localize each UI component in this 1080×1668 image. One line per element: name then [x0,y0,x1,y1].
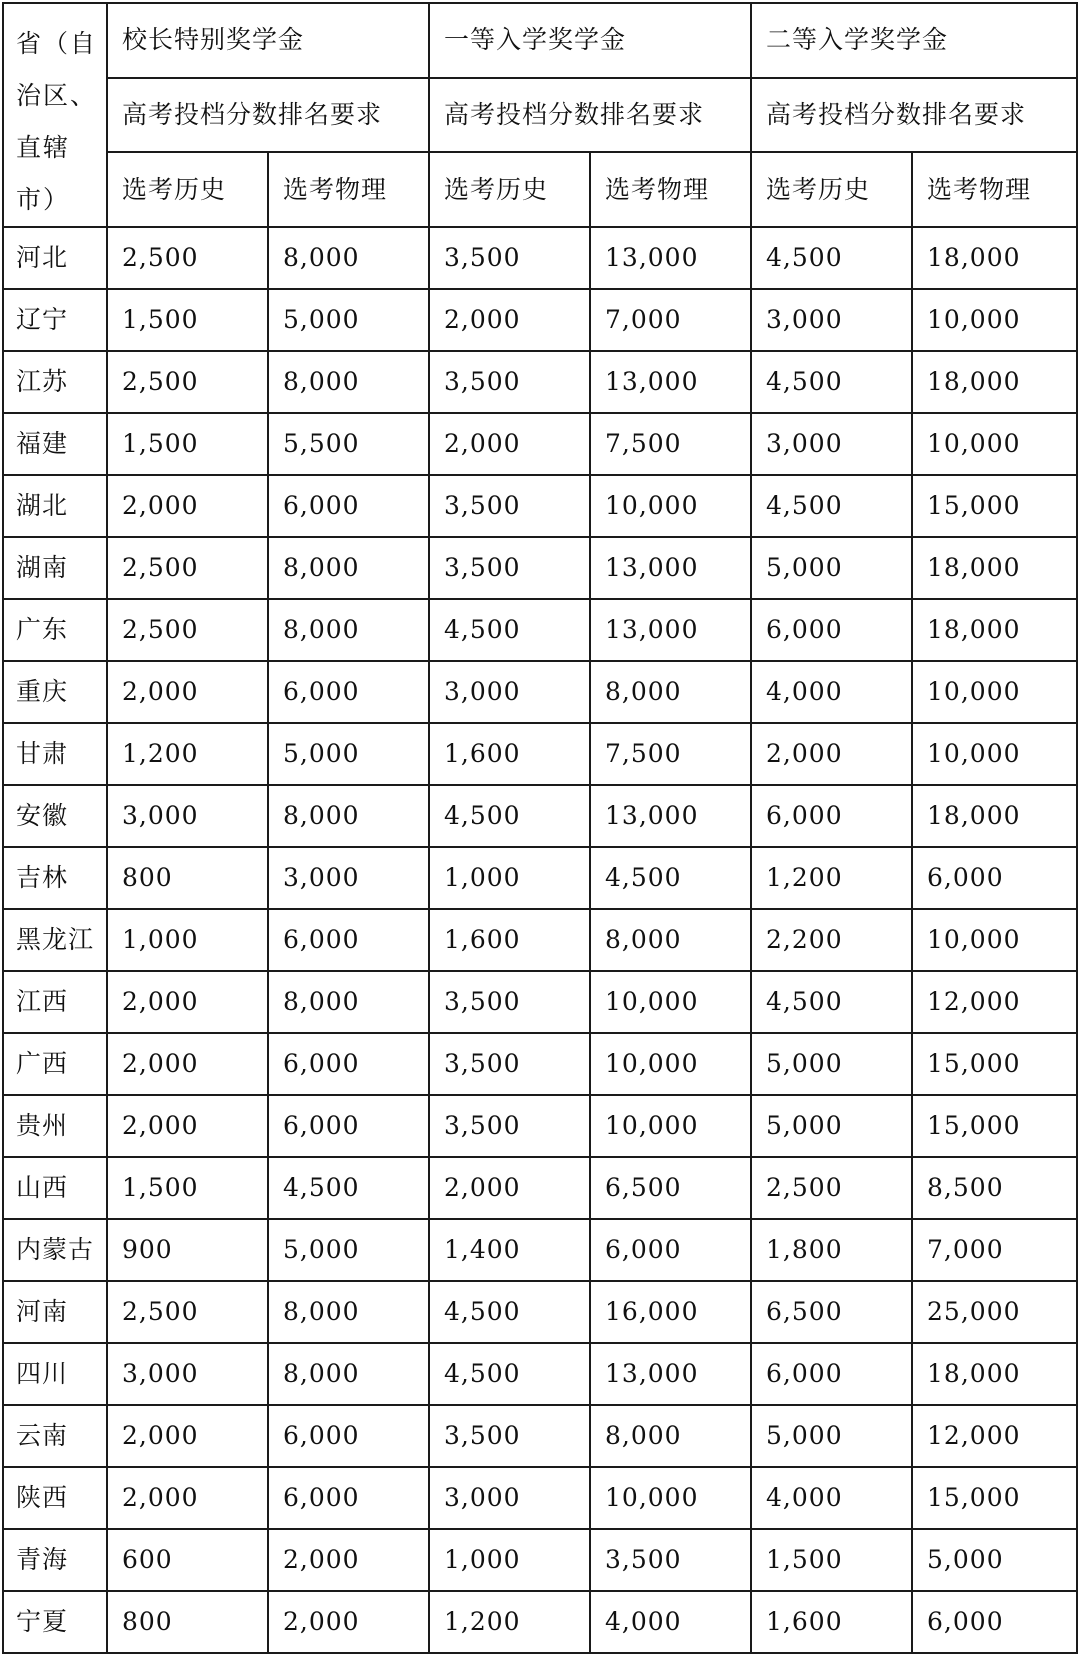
rank-value-cell: 3,500 [429,475,590,537]
rank-value-cell: 1,500 [107,1157,268,1219]
rank-value-cell: 4,500 [429,1343,590,1405]
rank-value-cell: 2,000 [107,661,268,723]
award-header-president: 校长特别奖学金 [107,3,429,78]
rank-value-cell: 7,000 [912,1219,1077,1281]
rank-value-cell: 2,000 [107,1033,268,1095]
province-cell: 甘肃 [3,723,107,785]
subject-header-history: 选考历史 [751,152,912,227]
rank-value-cell: 3,000 [429,1467,590,1529]
table-row [3,227,1077,289]
rank-value-cell: 12,000 [912,971,1077,1033]
rank-value-cell: 10,000 [590,1033,751,1095]
rank-value-cell: 2,000 [429,413,590,475]
rank-value-cell: 15,000 [912,1095,1077,1157]
rank-value-cell: 18,000 [912,537,1077,599]
rank-value-cell: 10,000 [590,1467,751,1529]
rank-value-cell: 4,500 [429,785,590,847]
rank-value-cell: 13,000 [590,1343,751,1405]
rank-value-cell: 4,500 [751,351,912,413]
rank-value-cell: 15,000 [912,475,1077,537]
rank-value-cell: 6,000 [268,1095,429,1157]
rank-value-cell: 6,000 [268,661,429,723]
rank-value-cell: 8,000 [590,1405,751,1467]
rank-value-cell: 10,000 [912,289,1077,351]
rank-value-cell: 7,000 [590,289,751,351]
rank-value-cell: 3,500 [429,971,590,1033]
rank-requirement-header: 高考投档分数排名要求 [429,78,751,153]
rank-value-cell: 4,500 [751,227,912,289]
province-cell: 湖南 [3,537,107,599]
rank-value-cell: 5,500 [268,413,429,475]
rank-value-cell: 4,500 [590,847,751,909]
award-header-first-class: 一等入学奖学金 [429,3,751,78]
subject-header-history: 选考历史 [107,152,268,227]
rank-value-cell: 8,000 [268,599,429,661]
rank-value-cell: 1,500 [107,289,268,351]
rank-value-cell: 3,000 [429,661,590,723]
table-row [3,537,1077,599]
rank-value-cell: 2,500 [107,537,268,599]
table-row [3,909,1077,971]
rank-value-cell: 2,200 [751,909,912,971]
rank-value-cell: 2,000 [107,1467,268,1529]
rank-value-cell: 1,200 [107,723,268,785]
rank-value-cell: 18,000 [912,1343,1077,1405]
rank-value-cell: 18,000 [912,785,1077,847]
rank-value-cell: 800 [107,1591,268,1653]
rank-value-cell: 4,000 [590,1591,751,1653]
rank-value-cell: 2,000 [107,1405,268,1467]
province-cell: 福建 [3,413,107,475]
rank-value-cell: 3,000 [751,289,912,351]
rank-value-cell: 800 [107,847,268,909]
table-row [3,661,1077,723]
rank-value-cell: 18,000 [912,227,1077,289]
rank-value-cell: 600 [107,1529,268,1591]
rank-value-cell: 2,500 [107,227,268,289]
table-row [3,723,1077,785]
rank-value-cell: 1,500 [751,1529,912,1591]
rank-value-cell: 3,000 [107,785,268,847]
rank-value-cell: 2,000 [429,1157,590,1219]
province-cell: 辽宁 [3,289,107,351]
rank-value-cell: 8,000 [590,909,751,971]
rank-value-cell: 4,500 [751,971,912,1033]
province-column-header: 省（自治区、直辖市） [3,3,107,227]
rank-value-cell: 10,000 [590,1095,751,1157]
rank-value-cell: 3,500 [429,351,590,413]
header-row-requirement [3,78,1077,153]
rank-value-cell: 13,000 [590,537,751,599]
rank-value-cell: 1,000 [429,1529,590,1591]
rank-value-cell: 8,000 [268,1343,429,1405]
rank-value-cell: 2,500 [107,599,268,661]
table-row [3,413,1077,475]
rank-value-cell: 1,500 [107,413,268,475]
rank-value-cell: 5,000 [268,289,429,351]
rank-value-cell: 2,000 [107,971,268,1033]
province-cell: 青海 [3,1529,107,1591]
subject-header-physics: 选考物理 [268,152,429,227]
rank-value-cell: 1,800 [751,1219,912,1281]
header-row-awards [3,3,1077,78]
province-cell: 内蒙古 [3,1219,107,1281]
table-row [3,1095,1077,1157]
rank-value-cell: 4,500 [429,599,590,661]
subject-header-physics: 选考物理 [912,152,1077,227]
province-cell: 吉林 [3,847,107,909]
rank-value-cell: 7,500 [590,723,751,785]
rank-value-cell: 8,500 [912,1157,1077,1219]
rank-value-cell: 6,000 [751,599,912,661]
rank-value-cell: 3,000 [268,847,429,909]
table-row [3,1343,1077,1405]
rank-value-cell: 4,500 [268,1157,429,1219]
rank-value-cell: 1,200 [429,1591,590,1653]
rank-value-cell: 18,000 [912,351,1077,413]
rank-value-cell: 1,000 [429,847,590,909]
rank-value-cell: 15,000 [912,1467,1077,1529]
rank-value-cell: 5,000 [912,1529,1077,1591]
rank-value-cell: 25,000 [912,1281,1077,1343]
rank-value-cell: 6,000 [268,1033,429,1095]
rank-value-cell: 1,400 [429,1219,590,1281]
rank-value-cell: 10,000 [912,909,1077,971]
rank-value-cell: 6,000 [268,475,429,537]
rank-value-cell: 2,500 [751,1157,912,1219]
rank-value-cell: 3,000 [107,1343,268,1405]
province-cell: 宁夏 [3,1591,107,1653]
table-row [3,1219,1077,1281]
table-row [3,1529,1077,1591]
rank-value-cell: 2,500 [107,351,268,413]
rank-value-cell: 6,000 [751,1343,912,1405]
award-header-second-class: 二等入学奖学金 [751,3,1077,78]
rank-value-cell: 5,000 [268,723,429,785]
rank-value-cell: 900 [107,1219,268,1281]
rank-value-cell: 8,000 [268,1281,429,1343]
subject-header-physics: 选考物理 [590,152,751,227]
rank-value-cell: 5,000 [268,1219,429,1281]
rank-value-cell: 4,500 [429,1281,590,1343]
table-row [3,1033,1077,1095]
rank-value-cell: 16,000 [590,1281,751,1343]
table-row [3,785,1077,847]
province-cell: 广西 [3,1033,107,1095]
rank-value-cell: 5,000 [751,537,912,599]
rank-value-cell: 6,500 [751,1281,912,1343]
rank-value-cell: 8,000 [268,537,429,599]
rank-requirement-header: 高考投档分数排名要求 [751,78,1077,153]
rank-value-cell: 2,000 [268,1529,429,1591]
rank-value-cell: 13,000 [590,785,751,847]
subject-header-history: 选考历史 [429,152,590,227]
province-cell: 重庆 [3,661,107,723]
rank-value-cell: 15,000 [912,1033,1077,1095]
table-row [3,847,1077,909]
rank-value-cell: 6,000 [590,1219,751,1281]
rank-value-cell: 13,000 [590,227,751,289]
rank-value-cell: 2,000 [751,723,912,785]
rank-value-cell: 2,000 [429,289,590,351]
rank-value-cell: 8,000 [268,785,429,847]
province-cell: 贵州 [3,1095,107,1157]
rank-value-cell: 6,000 [268,1467,429,1529]
table-row [3,1405,1077,1467]
rank-value-cell: 7,500 [590,413,751,475]
rank-value-cell: 10,000 [912,413,1077,475]
rank-value-cell: 12,000 [912,1405,1077,1467]
rank-requirement-header: 高考投档分数排名要求 [107,78,429,153]
rank-value-cell: 6,000 [268,1405,429,1467]
province-cell: 江苏 [3,351,107,413]
rank-value-cell: 8,000 [268,227,429,289]
rank-value-cell: 6,000 [912,847,1077,909]
rank-value-cell: 4,500 [751,475,912,537]
table-row [3,1157,1077,1219]
table-row [3,351,1077,413]
province-cell: 河北 [3,227,107,289]
rank-value-cell: 2,000 [107,1095,268,1157]
rank-value-cell: 2,000 [107,475,268,537]
rank-value-cell: 6,000 [751,785,912,847]
rank-value-cell: 1,600 [429,723,590,785]
province-cell: 山西 [3,1157,107,1219]
rank-value-cell: 1,600 [751,1591,912,1653]
rank-value-cell: 13,000 [590,351,751,413]
rank-value-cell: 1,000 [107,909,268,971]
rank-value-cell: 3,500 [429,537,590,599]
rank-value-cell: 4,000 [751,661,912,723]
rank-value-cell: 5,000 [751,1033,912,1095]
table-row [3,971,1077,1033]
rank-value-cell: 6,500 [590,1157,751,1219]
rank-value-cell: 10,000 [590,971,751,1033]
rank-value-cell: 5,000 [751,1405,912,1467]
rank-value-cell: 6,000 [268,909,429,971]
table-row [3,289,1077,351]
province-cell: 湖北 [3,475,107,537]
rank-value-cell: 8,000 [268,351,429,413]
rank-value-cell: 6,000 [912,1591,1077,1653]
rank-value-cell: 3,500 [429,1405,590,1467]
province-cell: 安徽 [3,785,107,847]
table-row [3,475,1077,537]
rank-value-cell: 3,500 [590,1529,751,1591]
rank-value-cell: 13,000 [590,599,751,661]
rank-value-cell: 2,500 [107,1281,268,1343]
province-cell: 河南 [3,1281,107,1343]
province-cell: 云南 [3,1405,107,1467]
rank-value-cell: 3,500 [429,1033,590,1095]
table-row [3,1591,1077,1653]
rank-value-cell: 8,000 [590,661,751,723]
rank-value-cell: 4,000 [751,1467,912,1529]
header-row-subjects [3,152,1077,227]
rank-value-cell: 10,000 [912,723,1077,785]
table-row [3,1467,1077,1529]
rank-value-cell: 5,000 [751,1095,912,1157]
province-cell: 江西 [3,971,107,1033]
rank-value-cell: 1,200 [751,847,912,909]
province-cell: 陕西 [3,1467,107,1529]
province-cell: 广东 [3,599,107,661]
province-cell: 黑龙江 [3,909,107,971]
rank-value-cell: 3,500 [429,227,590,289]
rank-value-cell: 10,000 [590,475,751,537]
rank-value-cell: 2,000 [268,1591,429,1653]
table-row [3,1281,1077,1343]
rank-value-cell: 8,000 [268,971,429,1033]
rank-value-cell: 3,000 [751,413,912,475]
rank-value-cell: 10,000 [912,661,1077,723]
rank-value-cell: 3,500 [429,1095,590,1157]
scholarship-table [2,2,1078,1654]
province-cell: 四川 [3,1343,107,1405]
rank-value-cell: 18,000 [912,599,1077,661]
table-row [3,599,1077,661]
rank-value-cell: 1,600 [429,909,590,971]
